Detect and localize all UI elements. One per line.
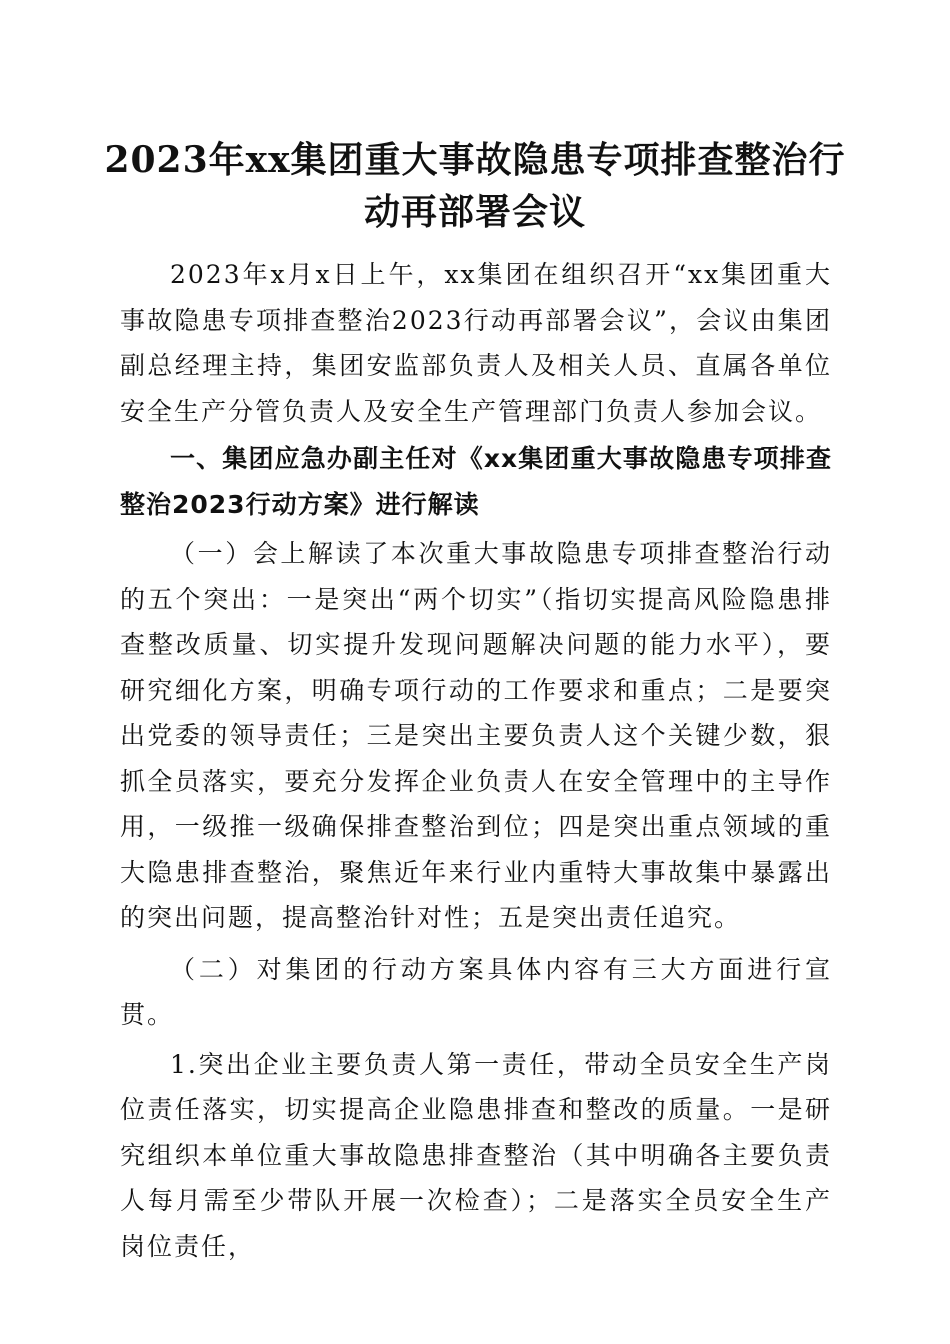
section-heading-1: 一、集团应急办副主任对《xx集团重大事故隐患专项排查整治2023行动方案》进行解读 [120,444,832,519]
intro-paragraph: 2023年x月x日上午，xx集团在组织召开“xx集团重大事故隐患专项排查整治2023行动再部署会议”，会议由集团副总经理主持，集团安监部负责人及相关人员、直属各单位安全生产分管负责人及安全生产管理部门负责人参加会议。 [120,260,832,426]
item-paragraph-1: 1.突出企业主要负责人第一责任，带动全员安全生产岗位责任落实，切实提高企业隐患排查和整改的质量。一是研究组织本单位重大事故隐患排查整治（其中明确各主要负责人每月需至少带队开展一次检查）；二是落实全员安全生产岗位责任， [120,1049,832,1261]
document-body [120,252,832,1269]
subsection-paragraph-2: （二）对集团的行动方案具体内容有三大方面进行宣贯。 [120,954,832,1029]
document-title: 2023年xx集团重大事故隐患专项排查整治行动再部署会议 [104,139,846,233]
subsection-paragraph-1: （一）会上解读了本次重大事故隐患专项排查整治行动的五个突出：一是突出“两个切实”（指切实提高风险隐患排查整改质量、切实提升发现问题解决问题的能力水平），要研究细化方案，明确专项行动的工作要求和重点；二是要突出党委的领导责任；三是突出主要负责人这个关键少数，狠抓全员落实，要充分发挥企业负责人在安全管理中的主导作用，一级推一级确保排查整治到位；四是突出重点领域的重大隐患排查整治，聚焦近年来行业内重特大事故集中暴露出的突出问题，提高整治针对性；五是突出责任追究。 [120,539,832,932]
